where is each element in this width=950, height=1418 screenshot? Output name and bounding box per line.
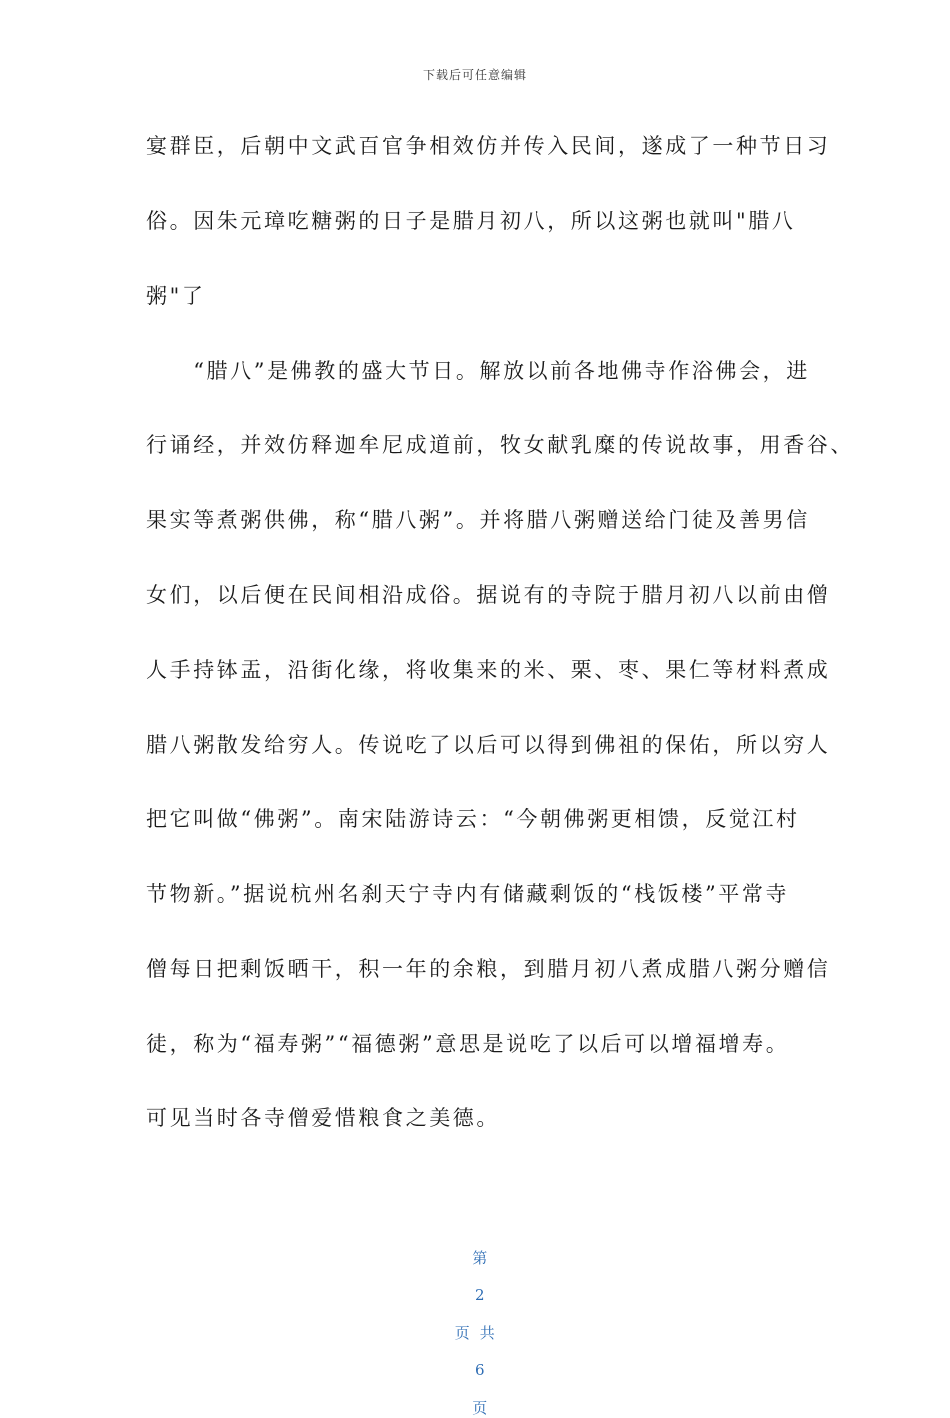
total-page-number: 6 xyxy=(475,1361,485,1379)
text-line: 节物新。”据说杭州名刹天宁寺内有储藏剩饭的“栈饭楼”平常寺 xyxy=(146,882,790,906)
text-line: 俗。因朱元璋吃糖粥的日子是腊月初八，所以这粥也就叫"腊八 xyxy=(146,209,796,233)
current-page-number: 2 xyxy=(475,1286,485,1304)
text-line: 行诵经，并效仿释迦牟尼成道前，牧女献乳糜的传说故事，用香谷、 xyxy=(146,433,854,457)
text-line: 粥"了 xyxy=(146,284,206,308)
page-header: 下载后可任意编辑 xyxy=(422,68,527,82)
text-line: 果实等煮粥供佛，称“腊八粥”。并将腊八粥赠送给门徒及善男信 xyxy=(146,508,810,532)
footer-prefix: 第 xyxy=(472,1249,488,1267)
text-line: 把它叫做“佛粥”。南宋陆游诗云：“今朝佛粥更相馈，反觉江村 xyxy=(146,807,800,831)
text-line: 女们，以后便在民间相沿成俗。据说有的寺院于腊月初八以前由僧 xyxy=(146,583,831,607)
page-footer xyxy=(0,1229,950,1418)
text-line: 腊八粥散发给穷人。传说吃了以后可以得到佛祖的保佑，所以穷人 xyxy=(146,733,831,757)
text-line: 人手持钵盂，沿街化缘，将收集来的米、栗、枣、果仁等材料煮成 xyxy=(146,658,831,682)
text-line: “腊八”是佛教的盛大节日。解放以前各地佛寺作浴佛会，进 xyxy=(146,359,810,383)
text-line: 宴群臣，后朝中文武百官争相效仿并传入民间，遂成了一种节日习 xyxy=(146,134,831,158)
text-line: 僧每日把剩饭晒干，积一年的余粮，到腊月初八煮成腊八粥分赠信 xyxy=(146,957,831,981)
footer-middle: 页共 xyxy=(454,1324,505,1342)
text-line: 徒，称为“福寿粥”“福德粥”意思是说吃了以后可以增福增寿。 xyxy=(146,1032,790,1056)
footer-suffix: 页 xyxy=(472,1399,488,1417)
text-line: 可见当时各寺僧爱惜粮食之美德。 xyxy=(146,1106,500,1130)
